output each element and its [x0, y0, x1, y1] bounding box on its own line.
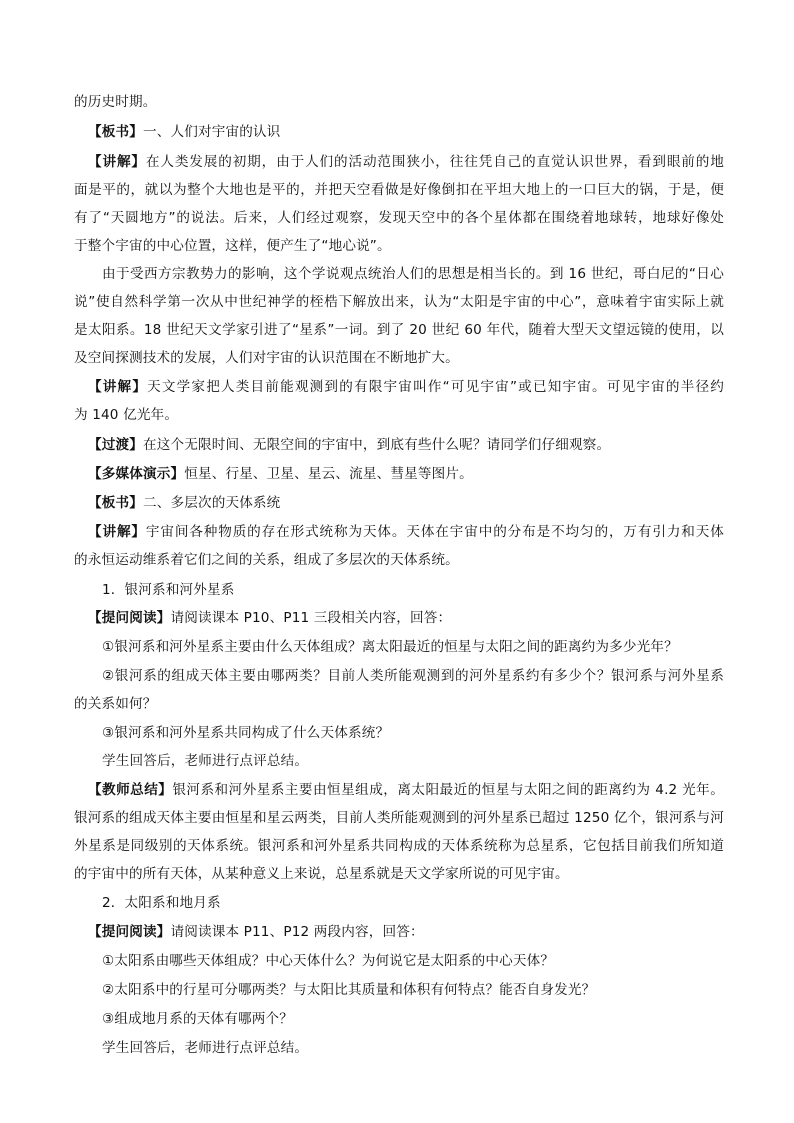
section-tag: 【讲解】 — [88, 379, 148, 395]
section-text: 一、人们对宇宙的认识 — [142, 124, 281, 140]
section-text: 在人类发展的初期，由于人们的活动范围狭小，往往凭自己的直觉认识世界，看到眼前的地 — [145, 154, 724, 170]
section-text: 恒星、行星、卫星、星云、流星、彗星等图片。 — [184, 466, 473, 482]
section-tag: 【板书】 — [88, 124, 143, 140]
question-line: 的关系如何？ — [74, 696, 157, 712]
section-tag: 【讲解】 — [88, 154, 146, 170]
paragraph-line: 银河系的组成天体主要由恒星和星云两类，目前人类所能观测到的河外星系已超过 1250 亿个，银河系与河 — [74, 810, 724, 826]
section-tag: 【提问阅读】 — [88, 610, 171, 626]
subheading-line: 1．银河系和河外星系 — [102, 582, 235, 598]
paragraph-line — [88, 152, 724, 172]
subheading-line: 2．太阳系和地月系 — [102, 895, 221, 911]
paragraph-line — [88, 377, 724, 397]
paragraph-line: 于整个宇宙的中心位置，这样，便产生了“地心说”。 — [74, 238, 391, 254]
section-tag: 【过渡】 — [88, 437, 143, 453]
paragraph-line: 有了“天圆地方”的说法。后来，人们经过观察，发现天空中的各个星体都在围绕着地球转，地球好像处 — [74, 210, 724, 226]
paragraph-line — [88, 922, 724, 942]
section-tag: 【教师总结】 — [88, 782, 173, 798]
paragraph-line: 及空间探测技术的发展，人们对宇宙的认识范围在不断地扩大。 — [74, 350, 459, 366]
question-line: ③银河系和河外星系共同构成了什么天体系统？ — [102, 725, 390, 741]
paragraph-line: 面是平的，就以为整个大地也是平的，并把天空看做是好像倒扣在平坦大地上的一口巨大的锅，于是，便 — [74, 182, 724, 198]
paragraph-line: 是太阳系。18 世纪天文学家引进了“星系”一词。到了 20 世纪 60 年代，随着大型天文望远镜的使用，以 — [74, 322, 724, 338]
paragraph-line: 由于受西方宗教势力的影响，这个学说观点统治人们的思想是相当长的。到 16 世纪，哥白尼的“日心 — [102, 266, 724, 282]
question-line: ①太阳系由哪些天体组成？中心天体什么？为何说它是太阳系的中心天体？ — [102, 953, 555, 969]
paragraph-line: 的历史时期。 — [74, 94, 157, 110]
paragraph-line — [88, 435, 724, 455]
section-tag: 【板书】 — [88, 495, 143, 511]
paragraph-line: 学生回答后，老师进行点评总结。 — [102, 1040, 309, 1056]
section-text: 请阅读课本 P11、P12 两段内容，回答： — [170, 924, 424, 940]
question-line: ②太阳系中的行星可分哪两类？与太阳比其质量和体积有何特点？能否自身发光？ — [102, 982, 596, 998]
section-text: 宇宙间各种物质的存在形式统称为天体。天体在宇宙中的分布是不均匀的，万有引力和天体 — [145, 524, 724, 540]
heading-line — [88, 122, 724, 142]
paragraph-line: 外星系是同级别的天体系统。银河系和河外星系共同构成的天体系统称为总星系，它包括目前我们所知道 — [74, 838, 724, 854]
paragraph-line: 的永恒运动维系着它们之间的关系，组成了多层次的天体系统。 — [74, 552, 459, 568]
section-text: 银河系和河外星系主要由恒星组成，离太阳最近的恒星与太阳之间的距离约为 4.2 光年。 — [172, 782, 724, 798]
heading-line — [88, 493, 724, 513]
paragraph-line — [88, 522, 724, 542]
paragraph-line — [88, 464, 724, 484]
question-line: ①银河系和河外星系主要由什么天体组成？离太阳最近的恒星与太阳之间的距离约为多少光年？ — [102, 639, 678, 655]
section-text: 在这个无限时间、无限空间的宇宙中，到底有些什么呢？请同学们仔细观察。 — [142, 437, 611, 453]
paragraph-line — [88, 780, 724, 800]
section-text: 请阅读课本 P10、P11 三段相关内容，回答： — [170, 610, 452, 626]
section-tag: 【提问阅读】 — [88, 924, 171, 940]
question-line: ②银河系的组成天体主要由哪两类？目前人类所能观测到的河外星系约有多少个？银河系与河外星系 — [102, 668, 724, 684]
section-text: 天文学家把人类目前能观测到的有限宇宙叫作“可见宇宙”或已知宇宙。可见宇宙的半径约 — [147, 379, 724, 395]
paragraph-line: 为 140 亿光年。 — [74, 407, 179, 423]
paragraph-line: 的宇宙中的所有天体，从某种意义上来说，总星系就是天文学家所说的可见宇宙。 — [74, 866, 569, 882]
paragraph-line — [88, 608, 724, 628]
section-tag: 【讲解】 — [88, 524, 146, 540]
question-line: ③组成地月系的天体有哪两个？ — [102, 1011, 294, 1027]
section-tag: 【多媒体演示】 — [88, 466, 185, 482]
paragraph-line: 说”使自然科学第一次从中世纪神学的桎梏下解放出来，认为“太阳是宇宙的中心”，意味着宇宙实际上就 — [74, 294, 724, 310]
paragraph-line: 学生回答后，老师进行点评总结。 — [102, 753, 309, 769]
section-text: 二、多层次的天体系统 — [142, 495, 281, 511]
